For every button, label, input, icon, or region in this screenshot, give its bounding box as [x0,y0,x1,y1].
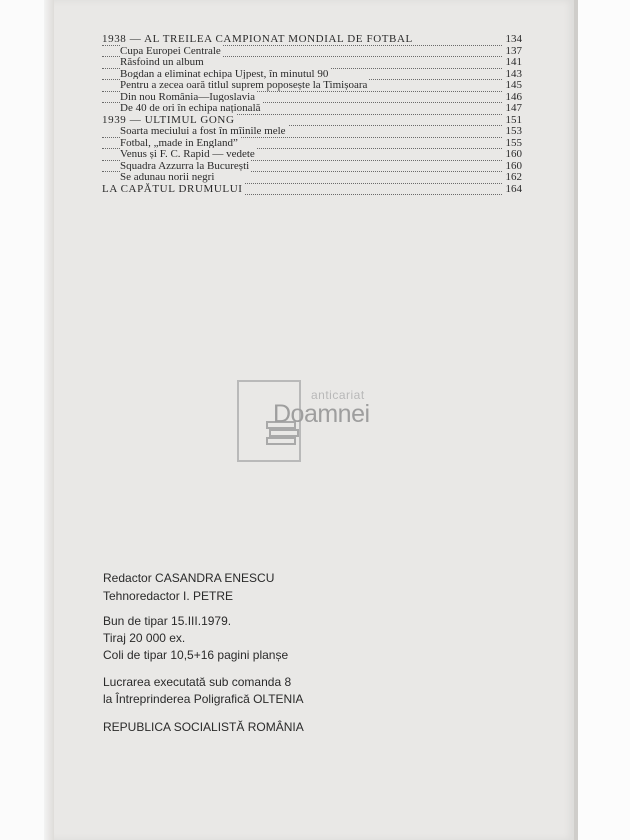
toc-entry-page-number: 134 [505,33,522,45]
toc-entry [102,126,522,138]
toc-entry-title-text: 1938 — AL TREILEA CAMPIONAT MONDIAL DE FOTBAL [102,33,413,45]
toc-entry-page-number: 143 [505,67,522,80]
imprint-tehnoredactor: Tehnoredactor I. PETRE [103,589,234,603]
toc-entry-title [120,57,206,69]
toc-entry [102,149,522,161]
toc-entry-title-text: Venus și F. C. Rapid — vedete [120,148,255,160]
watermark-small-text: anticariat [311,388,365,402]
toc-entry-title-text: Soarta meciului a fost în mîinile mele [120,125,286,137]
toc-entry-page-number: 141 [505,56,522,68]
toc-entry [102,184,522,196]
imprint-intreprinderea: la Întreprinderea Poligrafică OLTENIA [103,692,304,706]
toc-entry-title [102,184,245,196]
toc-entry-title-text: De 40 de ori în echipa națională [120,102,261,114]
imprint-lucrarea: Lucrarea executată sub comanda 8 [103,675,292,689]
toc-entry-page-number: 145 [505,79,522,91]
toc-entry-title-text: Fotbal, „made in England” [120,136,238,149]
toc-entry-title-text: Bogdan a eliminat echipa Ujpest, în minutul 90 [120,67,329,80]
toc-entry-title [120,103,263,115]
toc-entry [102,57,522,69]
imprint-redactor: Redactor CASANDRA ENESCU [103,571,275,585]
toc-entry-title-text: Pentru a zecea oară titlul suprem poposește la Timișoara [120,79,368,91]
toc-entry [102,34,522,46]
toc-entry-title [120,149,257,161]
toc-entry-page-number: 153 [505,125,522,137]
toc-entry-title-text: Din nou România—Iugoslavia [120,90,256,103]
toc-entry [102,172,522,184]
table-of-contents [102,34,522,195]
toc-entry-title-text: 1939 — ULTIMUL GONG [102,113,235,126]
page-edge [574,0,578,840]
toc-entry [102,103,522,115]
toc-entry-page-number: 160 [505,148,522,160]
toc-entry-page-number: 160 [505,159,522,172]
toc-entry [102,80,522,92]
imprint-coli: Coli de tipar 10,5+16 pagini planșe [103,648,289,662]
toc-entry-page-number: 146 [505,90,522,103]
toc-entry-title [120,80,369,92]
toc-entry-page-number: 155 [505,136,522,149]
watermark-logo [235,378,405,462]
toc-entry-title-text: Cupa Europei Centrale [120,44,221,57]
toc-entry-page-number: 164 [505,182,522,195]
toc-entry-title-text: Squadra Azzurra la București [120,159,250,172]
imprint-bun-de-tipar: Bun de tipar 15.III.1979. [103,614,232,628]
toc-entry-title-text: Răsfoind un album [120,56,204,68]
toc-entry-page-number: 162 [505,171,522,183]
toc-entry-page-number: 151 [505,113,522,126]
toc-entry-page-number: 137 [505,44,522,57]
imprint-republica: REPUBLICA SOCIALISTĂ ROMÂNIA [103,720,304,734]
toc-entry-title [120,126,288,138]
toc-entry-title [120,172,216,184]
toc-entry-page-number: 147 [505,102,522,114]
watermark-brand-text: Doamnei [273,400,370,428]
toc-entry-title-text: Se adunau norii negri [120,171,215,183]
imprint-tiraj: Tiraj 20 000 ex. [103,631,186,645]
left-margin [0,0,54,840]
toc-entry-title [102,34,415,46]
toc-entry-title-text: LA CAPĂTUL DRUMULUI [102,182,243,195]
